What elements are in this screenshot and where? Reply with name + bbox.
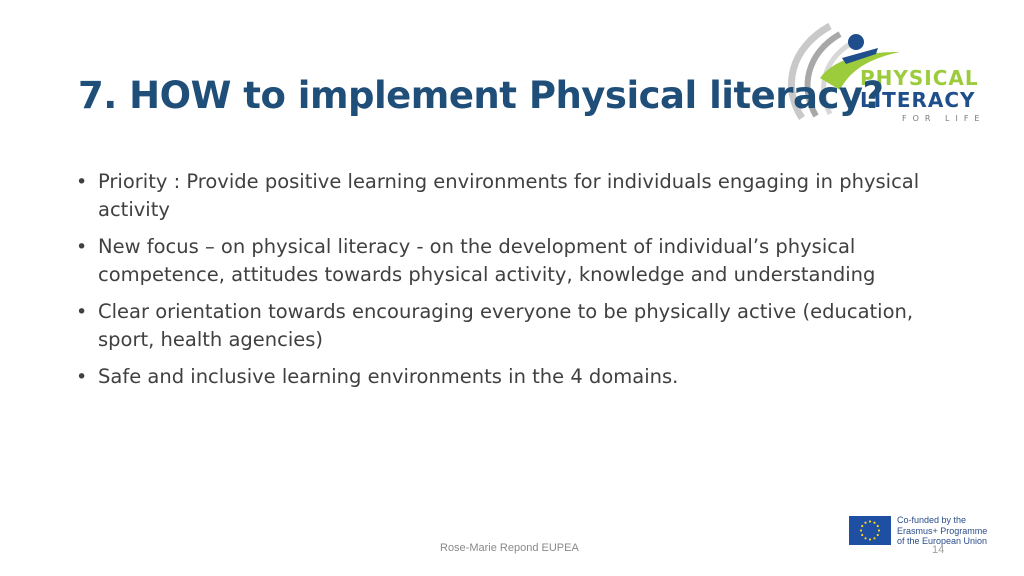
bullet-item	[74, 168, 934, 224]
eu-star	[869, 520, 871, 522]
bullet-dot: •	[76, 236, 88, 258]
bullet-dot: •	[76, 301, 88, 323]
erasmus-badge	[849, 514, 999, 548]
page-number: 14	[932, 544, 945, 556]
bullet-item	[74, 363, 934, 391]
bullet-text: New focus – on physical literacy - on the development of individual’s physical competence, attitudes towards physical activity, knowledge and understanding	[98, 235, 876, 286]
bullet-dot: •	[76, 171, 88, 193]
logo-word-for-life: FOR LIFE	[902, 114, 986, 123]
eu-star	[878, 529, 880, 531]
erasmus-line-2: Erasmus+ Programme	[897, 525, 988, 536]
erasmus-line-1: Co-funded by the	[897, 515, 967, 525]
erasmus-line-3: of the European Union	[897, 536, 988, 546]
bullet-text: Safe and inclusive learning environments in the 4 domains.	[98, 365, 679, 388]
eu-star	[861, 534, 863, 536]
bullet-text: Clear orientation towards encouraging everyone to be physically active (education, sport, health agencies)	[98, 300, 914, 351]
eu-star	[877, 534, 879, 536]
bullet-text: Priority : Provide positive learning environments for individuals engaging in physical activity	[98, 170, 920, 221]
eu-star	[864, 522, 866, 524]
bullet-item	[74, 233, 934, 289]
eu-star	[873, 522, 875, 524]
bullet-list	[74, 168, 934, 400]
eu-star	[861, 525, 863, 527]
eu-star	[860, 529, 862, 531]
eu-flag-icon	[849, 516, 891, 545]
eu-star	[873, 537, 875, 539]
erasmus-text	[897, 515, 987, 547]
slide-title: 7. HOW to implement Physical literacy?	[78, 74, 884, 117]
logo-word-literacy: LITERACY	[860, 88, 976, 112]
eu-star	[864, 537, 866, 539]
slide-footer: Rose-Marie Repond EUPEA	[440, 542, 579, 554]
bullet-dot: •	[76, 366, 88, 388]
logo-word-physical: PHYSICAL	[860, 66, 979, 90]
eu-star	[869, 538, 871, 540]
eu-star	[877, 525, 879, 527]
bullet-item	[74, 298, 934, 354]
